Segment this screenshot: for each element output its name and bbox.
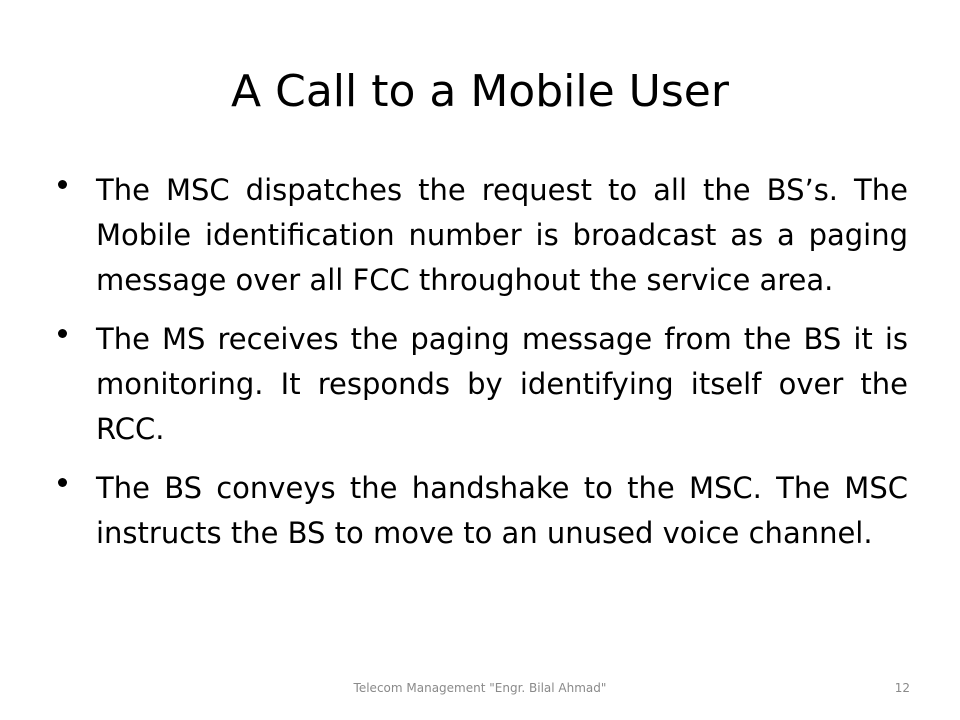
footer-text: Telecom Management "Engr. Bilal Ahmad": [353, 681, 607, 695]
list-item: [96, 317, 908, 452]
list-item: [96, 168, 908, 303]
bullet-text: The MS receives the paging message from the BS it is monitoring. It responds by identifying itself over the RCC.: [96, 322, 908, 446]
bullet-text: The BS conveys the handshake to the MSC. The MSC instructs the BS to move to an unused voice channel.: [96, 471, 908, 550]
bullet-list: [96, 168, 908, 570]
bullet-icon: [58, 180, 67, 189]
page-number: 12: [894, 681, 910, 695]
list-item: [96, 466, 908, 556]
bullet-text: The MSC dispatches the request to all the BS’s. The Mobile identification number is broadcast as a paging message over all FCC throughout the service area.: [96, 173, 908, 297]
slide-title: A Call to a Mobile User: [231, 66, 729, 117]
bullet-icon: [58, 329, 67, 338]
bullet-icon: [58, 478, 67, 487]
slide-footer: [0, 676, 960, 700]
